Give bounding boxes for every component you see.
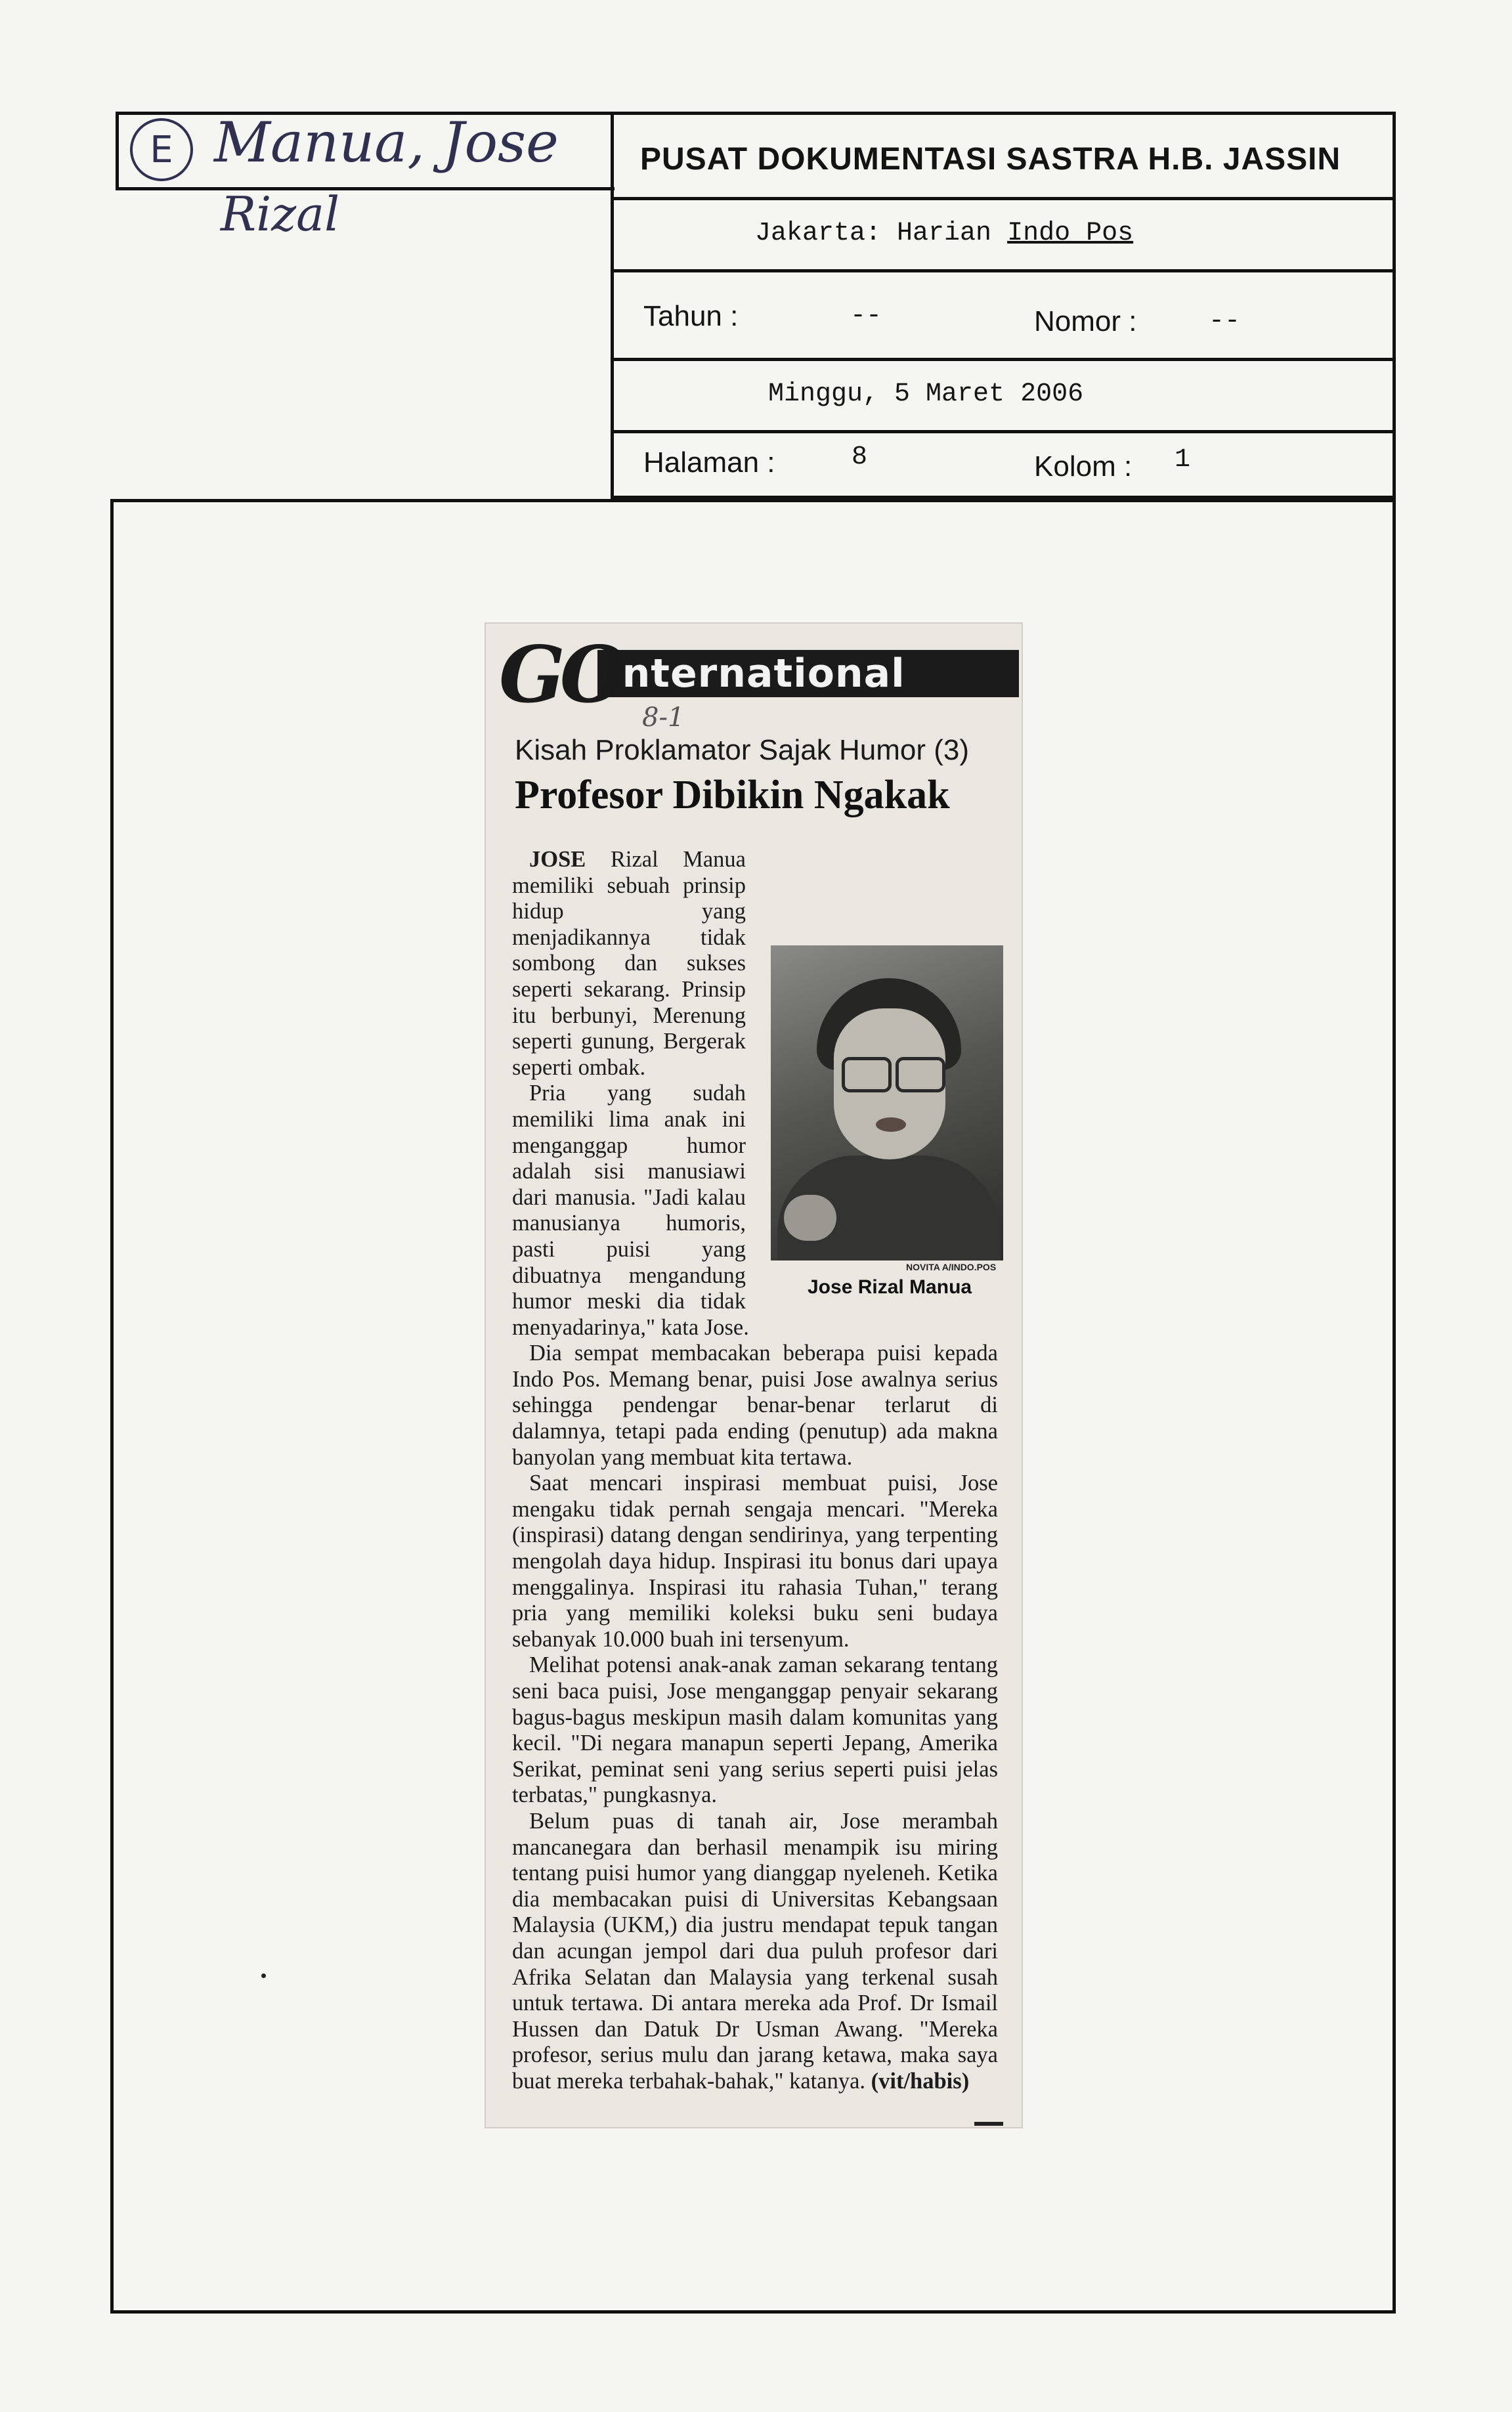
article-paragraph: Melihat potensi anak-anak zaman sekarang tentang seni baca puisi, Jose menganggap penyair sekarang bagus-bagus meskipun masih dalam komunitas yang kecil. "Di negara manapun seperti Jepang, Amerika Serikat, peminat seni yang serius seperti puisi jelas terbatas," pungkasnya.	[512, 1652, 998, 1808]
document-info-form	[611, 112, 1396, 499]
kolom-value: 1	[1175, 445, 1191, 475]
handwritten-subject-name: Manua, Jose	[214, 110, 559, 175]
article-body	[512, 847, 998, 2095]
article-end-mark	[974, 2122, 1003, 2126]
form-row-halaman-kolom	[614, 433, 1393, 499]
handwritten-category-code: E	[130, 118, 193, 181]
article-kicker: Kisah Proklamator Sajak Humor (3)	[515, 734, 970, 766]
tahun-value: --	[850, 301, 882, 331]
lead-word: JOSE	[529, 847, 586, 872]
halaman-value: 8	[852, 442, 868, 472]
article-paragraph: Dia sempat membacakan beberapa puisi kepada Indo Pos. Memang benar, puisi Jose awalnya serius sehingga pendengar benar-benar terlarut di dalamnya, tetapi pada ending (penutup) ada makna banyolan yang membuat kita tertawa.	[512, 1341, 998, 1470]
form-row-source	[614, 200, 1393, 272]
source-name: Indo Pos	[1007, 219, 1134, 248]
article-paragraph: Saat mencari inspirasi membuat puisi, Jose mengaku tidak pernah sengaja mencari. "Mereka (inspirasi) datang dengan sendirinya, yang terpenting mengolah daya hidup. Inspirasi itu bonus dari upaya menggalinya. Inspirasi itu rahasia Tuhan," terang pria yang memiliki koleksi buku seni budaya sebanyak 10.000 buah ini tersenyum.	[512, 1471, 998, 1652]
halaman-label: Halaman :	[643, 446, 775, 479]
article-paragraph: JOSE Rizal Manua memiliki sebuah prinsip hidup yang menjadikannya tidak sombong dan sukses seperti sekarang. Prinsip itu berbunyi, Merenung seperti gunung, Bergerak seperti ombak.	[512, 847, 746, 1080]
publication-date: Minggu, 5 Maret 2006	[768, 379, 1084, 409]
signoff: (vit/habis)	[871, 2068, 970, 2094]
form-row-date	[614, 361, 1393, 433]
rubric-international: international	[597, 650, 1019, 697]
form-row-tahun-nomor	[614, 272, 1393, 361]
source-line	[755, 219, 1133, 248]
photo-credit: NOVITA A/INDO.POS	[906, 1262, 997, 1272]
nomor-value: --	[1209, 307, 1241, 336]
kolom-label: Kolom :	[1034, 450, 1133, 483]
handwritten-subject-name-2: Rizal	[221, 186, 340, 242]
newspaper-clipping	[486, 624, 1022, 2127]
source-prefix: Jakarta: Harian	[755, 219, 1008, 248]
form-row-title	[614, 115, 1393, 200]
handwritten-page-note: 8-1	[642, 702, 685, 733]
article-paragraph: Pria yang sudah memiliki lima anak ini menganggap humor adalah sisi manusiawi dari manusia. "Jadi kalau manusianya humoris, pasti puisi yang dibuatnya mengandung humor meski dia tidak menyadarinya," kata Jose.	[512, 1081, 749, 1340]
article-paragraph: Belum puas di tanah air, Jose merambah mancanegara dan berhasil menampik isu miring tentang puisi humor yang dianggap nyeleneh. Ketika dia membacakan puisi di Universitas Kebangsaan Malaysia (UKM,) dia justru mendapat tepuk tangan dan acungan jempol dari dua puluh profesor dari Afrika Selatan dan Malaysia yang terkenal susah untuk tertawa. Di antara mereka ada Prof. Dr Ismail Hussen dan Datuk Dr Usman Awang. "Mereka profesor, serius mulu dan jarang ketawa, maka saya buat mereka terbahak-bahak," katanya. (vit/habis)	[512, 1808, 998, 2094]
photo-caption: Jose Rizal Manua	[808, 1276, 972, 1298]
article-headline: Profesor Dibikin Ngakak	[515, 773, 950, 817]
rubric-go: GO	[499, 629, 622, 720]
nomor-label: Nomor :	[1034, 305, 1137, 337]
scan-speck	[261, 1973, 266, 1978]
archive-title: PUSAT DOKUMENTASI SASTRA H.B. JASSIN	[640, 142, 1341, 177]
tahun-label: Tahun :	[643, 300, 739, 332]
